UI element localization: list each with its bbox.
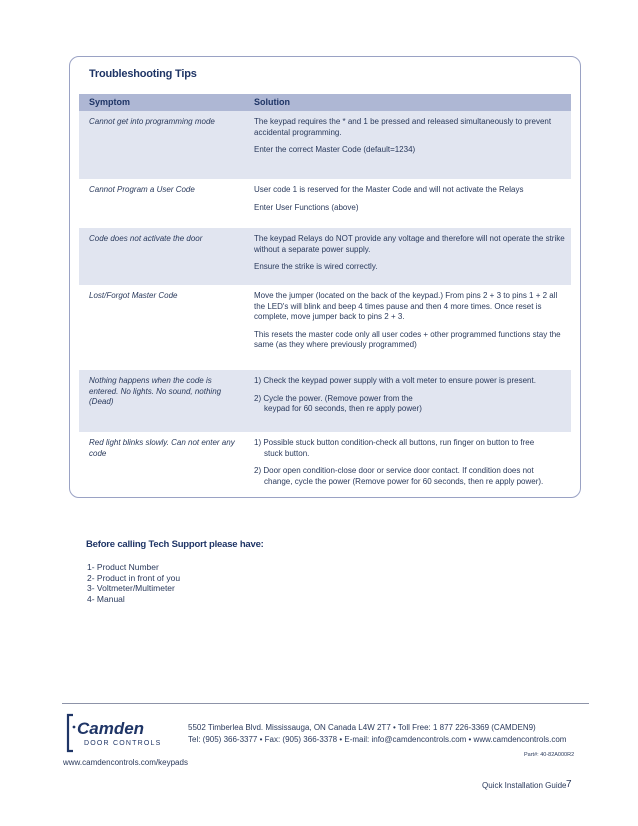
solution-text: User code 1 is reserved for the Master Code and will not activate the Relays [254, 185, 524, 194]
list-item: 1- Product Number [87, 562, 159, 572]
table-row [79, 179, 571, 228]
solution-text: Enter the correct Master Code (default=1234) [254, 145, 416, 154]
symptom-cell: Nothing happens when the code is entered. No lights. No sound, nothing (Dead) [89, 376, 222, 406]
solution-cell [254, 117, 566, 163]
address-line: Tel: (905) 366-3377 • Fax: (905) 366-3378 • E-mail: info@camdencontrols.com • www.camdencontrols.com [188, 735, 567, 744]
solution-text: Ensure the strike is wired correctly. [254, 262, 378, 271]
camden-logo [64, 713, 174, 753]
solution-cell [254, 291, 566, 358]
symptom-cell: Red light blinks slowly. Can not enter any code [89, 438, 235, 458]
solution-text: The keypad requires the * and 1 be pressed and released simultaneously to prevent accidental programming. [254, 117, 552, 137]
company-address [188, 722, 566, 746]
solution-text: 1) Check the keypad power supply with a volt meter to ensure power is present. [254, 376, 536, 385]
table-row [79, 432, 571, 498]
footer-divider [62, 703, 589, 704]
symptom-cell: Cannot Program a User Code [89, 185, 195, 194]
symptom-cell: Cannot get into programming mode [89, 117, 215, 126]
logo-subtitle: DOOR CONTROLS [84, 740, 162, 747]
solution-cell [254, 438, 566, 487]
table-header [79, 94, 571, 111]
solution-text: change, cycle the power (Remove power for 60 seconds, then re apply power). [264, 476, 544, 486]
solution-text: Enter User Functions (above) [254, 202, 359, 212]
solution-text: The keypad Relays do NOT provide any voltage and therefore will not operate the strike without a separate power supply. [254, 234, 565, 254]
solution-text: Move the jumper (located on the back of the keypad.) From pins 2 + 3 to pins 1 + 2 all the LED's will blink and beep 4 times pause and then 4 more times. Once reset is complete, move jumper back to pins 2 + 3. [254, 291, 558, 321]
support-list [87, 562, 180, 604]
header-solution: Solution [254, 97, 290, 107]
box-title: Troubleshooting Tips [89, 68, 197, 80]
solution-text: 2) Door open condition-close door or service door contact. If condition does not [254, 466, 534, 475]
table-row [79, 370, 571, 432]
symptom-cell: Code does not activate the door [89, 234, 203, 243]
table-row [79, 285, 571, 370]
guide-label: Quick Installation Guide [482, 781, 567, 790]
address-line: 5502 Timberlea Blvd. Mississauga, ON Canada L4W 2T7 • Toll Free: 1 877 226-3369 (CAMDEN9) [188, 723, 536, 732]
list-item: 3- Voltmeter/Multimeter [87, 583, 175, 593]
solution-cell [254, 376, 566, 415]
solution-text: stuck button. [264, 448, 310, 458]
solution-text: This resets the master code only all user codes + other programmed functions stay the same (as they where previously programmed) [254, 329, 561, 349]
solution-text: 1) Possible stuck button condition-check all buttons, run finger on button to free [254, 438, 535, 447]
symptom-cell: Lost/Forgot Master Code [89, 291, 178, 300]
troubleshooting-table [79, 94, 571, 498]
table-row [79, 228, 571, 285]
support-title: Before calling Tech Support please have: [86, 539, 264, 550]
list-item: 2- Product in front of you [87, 572, 181, 583]
solution-cell [254, 185, 566, 220]
solution-text: keypad for 60 seconds, then re apply power) [264, 404, 422, 413]
website-link[interactable]: www.camdencontrols.com/keypads [63, 758, 188, 767]
table-row [79, 111, 571, 179]
header-symptom: Symptom [89, 97, 131, 107]
page-number: 7 [566, 779, 572, 790]
logo-wordmark: Camden [77, 719, 145, 738]
part-number: Part#: 40-82A000R2 [524, 752, 575, 758]
list-item: 4- Manual [87, 593, 125, 604]
solution-text: 2) Cycle the power. (Remove power from the [254, 393, 413, 403]
solution-cell [254, 234, 566, 280]
